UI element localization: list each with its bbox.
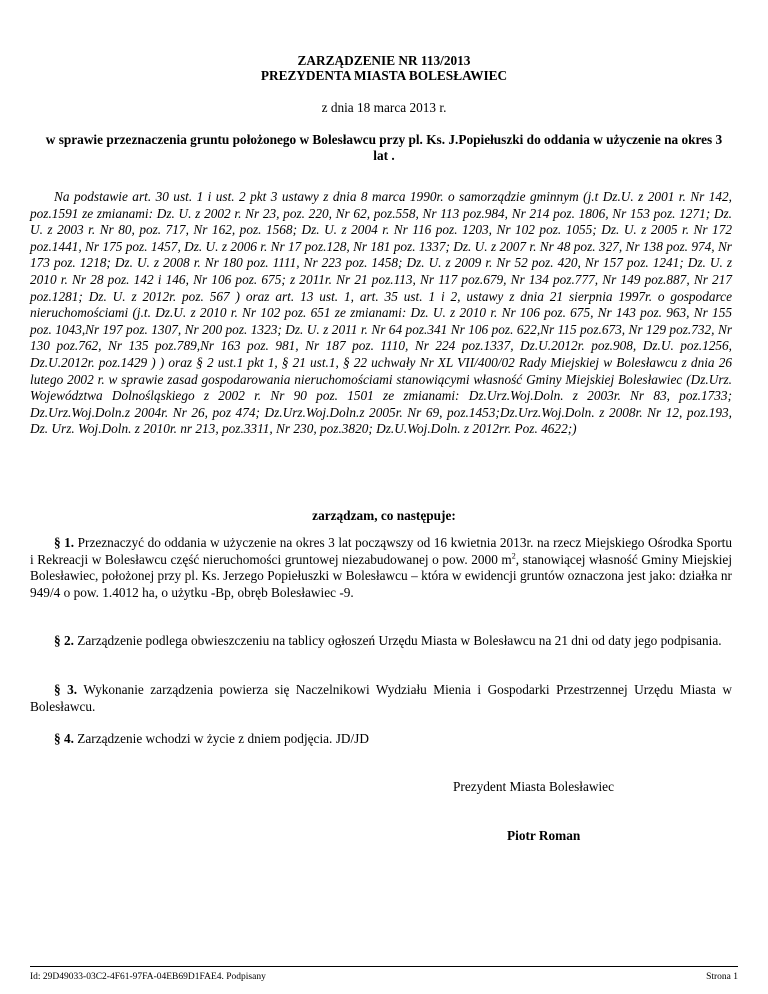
document-date: z dnia 18 marca 2013 r. (321, 100, 447, 115)
superscript: 2 (511, 551, 516, 561)
document-subject: w sprawie przeznaczenia gruntu położonego w Bolesławcu przy pl. Ks. J.Popiełuszki do oddania w użyczenie na okres 3 lat . (45, 132, 723, 163)
paragraph-text: , stanowiącej własność Gminy Miejskiej Bolesławiec, położonej przy pl. Ks. Jerzego Popiełuszki w Bolesławcu – która w ewidencji gruntów oznaczona jest jako: działka nr 949/4 o pow. 1.4012 ha, o użytku -Bp, obręb Bolesławiec -9. (30, 551, 733, 600)
paragraph-text: Zarządzenie podlega obwieszczeniu na tablicy ogłoszeń Urzędu Miasta w Bolesławcu na 21 dni od daty jego podpisania. (73, 633, 722, 648)
paragraph-mark: § 1. (54, 535, 75, 550)
paragraph-mark: § 2. (54, 633, 74, 648)
paragraph-3 (30, 682, 732, 715)
document-title: ZARZĄDZENIE NR 113/2013 (297, 53, 471, 68)
footer-page-number: Strona 1 (706, 972, 738, 982)
paragraph-text: Zarządzenie wchodzi w życie z dniem podjęcia. JD/JD (73, 731, 369, 746)
legal-basis: Na podstawie art. 30 ust. 1 i ust. 2 pkt 3 ustawy z dnia 8 marca 1990r. o samorządzie gminnym (j.t Dz.U. z 2001 r. Nr 142, poz.1591 ze zmianami: Dz. U. z 2002 r. Nr 23, poz. 220, Nr 62, poz.558, Nr 113 poz.984, Nr 214 poz. 1806, Nr 153 poz. 1271; Dz. U. z 2003 r. Nr 80, poz. 717, Nr 162, poz. 1568; Dz. U. z 2004 r. Nr 116 poz. 1203, Nr 102 poz. 1055; Dz. U. z 2005 r. Nr 172 poz.1441, Nr 175 poz. 1457, Dz. U. z 2006 r. Nr 17 poz.128, Nr 181 poz. 1337; Dz. U. z 2007 r. Nr 48 poz. 327, Nr 138 poz. 974, Nr 173 poz. 1218; Dz. U. z 2008 r. Nr 180 poz. 1111, Nr 223 poz. 1458; Dz. U. z 2009 r. Nr 52 poz. 420, Nr 157 poz. 1241; Dz. U. z 2010 r. Nr 28 poz. 142 i 146, Nr 106 poz. 675; z 2011r. Nr 21 poz.113, Nr 117 poz.679, Nr 134 poz.777, Nr 149 poz.887, Nr 217 poz.1281; Dz. U. z 2012r. poz. 567 ) oraz art. 13 ust. 1, art. 35 ust. 1 i 2, ustawy z dnia 21 sierpnia 1997r. o gospodarce nieruchomościami (j.t. Dz.U. z 2010 r. Nr 102 poz. 651 ze zmianami: Dz. U. z 2010 r. Nr 106 poz. 675, Nr 143 poz. 963, Nr 155 poz. 1043,Nr 197 poz. 1307, Nr 200 poz. 1323; Dz. U. z 2011 r. Nr 64 poz.341 Nr 106 poz. 622,Nr 115 poz.673, Nr 129 poz.732, Nr 130 poz.762, Nr 135 poz.789,Nr 163 poz. 981, Nr 187 poz. 1110, Nr 224 poz.1337, Dz.U.2012r. poz.908, Dz.U. poz.1256, Dz.U.2012r. poz.1429 ) ) oraz § 2 ust.1 pkt 1, § 21 ust.1, § 22 uchwały Nr XL VII/400/02 Rady Miejskiej w Bolesławcu z dnia 26 lutego 2002 r. w sprawie zasad gospodarowania nieruchomościami stanowiącymi własność Gminy Miejskiej Bolesławiec (Dz.Urz. Województwa Dolnośląskiego z 2002 r. Nr 90 poz. 1501 ze zmianami: Dz.Urz.Woj.Doln. z 2003r. Nr 83, poz.1733; Dz.Urz.Woj.Doln.z 2004r. Nr 26, poz 474; Dz.Urz.Woj.Doln.z 2005r. Nr 69, poz.1453;Dz.Urz.Woj.Doln. z 2008r. Nr 12, poz.193, Dz. Urz. Woj.Doln. z 2010r. nr 213, poz.3311, Nr 230, poz.3820; Dz.U.Woj.Doln. z 2012rr. Poz. 4622;) (30, 189, 732, 437)
signer-name: Piotr Roman (507, 828, 581, 843)
footer-document-id: Id: 29D49033-03C2-4F61-97FA-04EB69D1FAE4. Podpisany (30, 972, 266, 982)
decree-line: zarządzam, co następuje: (312, 508, 456, 523)
paragraph-1 (30, 535, 732, 601)
paragraph-mark: § 4. (54, 731, 74, 746)
signer-title: Prezydent Miasta Bolesławiec (453, 779, 614, 794)
document-issuer: PREZYDENTA MIASTA BOLESŁAWIEC (260, 68, 508, 83)
paragraph-mark: § 3. (54, 682, 78, 697)
paragraph-text: Przeznaczyć do oddania w użyczenie na okres 3 lat począwszy od 16 kwietnia 2013r. na rzecz Miejskiego Ośrodka Sportu i Rekreacji w Bolesławcu część nieruchomości gruntowej niezabudowanej o pow. 2000 m (30, 535, 732, 567)
paragraph-4 (30, 731, 732, 748)
paragraph-text: Wykonanie zarządzenia powierza się Naczelnikowi Wydziału Mienia i Gospodarki Przestrzennej Urzędu Miasta w Bolesławcu. (30, 682, 732, 714)
paragraph-2 (30, 633, 732, 650)
footer-divider (30, 966, 738, 967)
